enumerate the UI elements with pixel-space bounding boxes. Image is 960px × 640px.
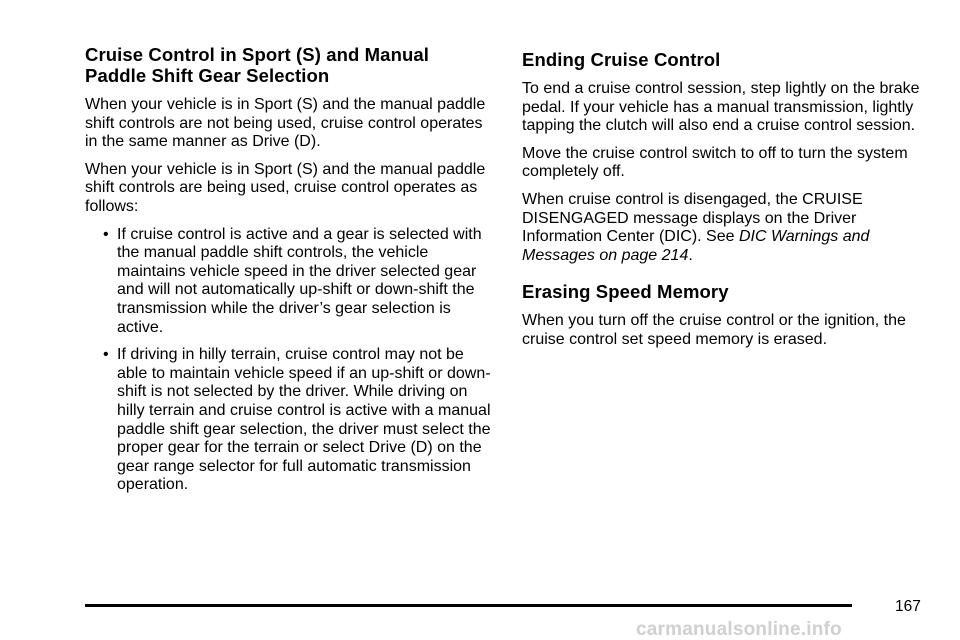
list-item-text: If cruise control is active and a gear is selected with the manual paddle shift controls, the vehicle maintains vehicle speed in the driver selected gear and will not automatically up-shift or down-shift the transmission while the driver’s gear selection is active.	[117, 225, 482, 336]
paragraph-erase-memory: When you turn off the cruise control or the ignition, the cruise control set speed memory is erased.	[522, 312, 906, 348]
list-item	[103, 346, 495, 495]
bullet-icon: •	[103, 346, 109, 364]
section-heading-ending-cruise: Ending Cruise Control	[522, 49, 721, 70]
right-column	[522, 44, 934, 359]
list-item-text: If driving in hilly terrain, cruise control may not be able to maintain vehicle speed if an up-shift or down-shift is not selected by the driver. While driving on hilly terrain and cruise control is active with a manual paddle shift gear selection, the driver must select the proper gear for the terrain or select Drive (D) on the gear range selector for full automatic transmission operation.	[117, 346, 491, 494]
paragraph-switch-off: Move the cruise control switch to off to turn the system completely off.	[522, 144, 908, 181]
list-item	[103, 225, 495, 338]
paragraph-end-session: To end a cruise control session, step lightly on the brake pedal. If your vehicle has a manual transmission, lightly tapping the clutch will also end a cruise control session.	[522, 80, 920, 135]
page-number: 167	[895, 598, 921, 615]
dic-warnings-reference-link[interactable]: DIC Warnings and Messages on page 214	[522, 228, 870, 264]
section-heading-sport-paddle-shift: Cruise Control in Sport (S) and Manual Paddle Shift Gear Selection	[85, 44, 429, 86]
paragraph-sport-not-used: When your vehicle is in Sport (S) and the manual paddle shift controls are not being used, cruise control operates in the same manner as Drive (D).	[85, 96, 486, 151]
left-column	[85, 44, 495, 504]
disengaged-text: When cruise control is disengaged, the CRUISE DISENGAGED message displays on the Driver Information Center (DIC). See	[522, 190, 863, 246]
bullet-list	[85, 226, 495, 495]
paragraph-disengaged	[522, 191, 934, 265]
watermark: carmanualsonline.info	[636, 619, 842, 640]
bullet-icon: •	[103, 225, 109, 243]
disengaged-text-end: .	[688, 246, 693, 264]
footer-rule	[85, 604, 852, 607]
section-heading-erasing-memory: Erasing Speed Memory	[522, 281, 729, 303]
paragraph-sport-used: When your vehicle is in Sport (S) and the manual paddle shift controls are being used, cruise control operates as follows:	[85, 160, 486, 215]
